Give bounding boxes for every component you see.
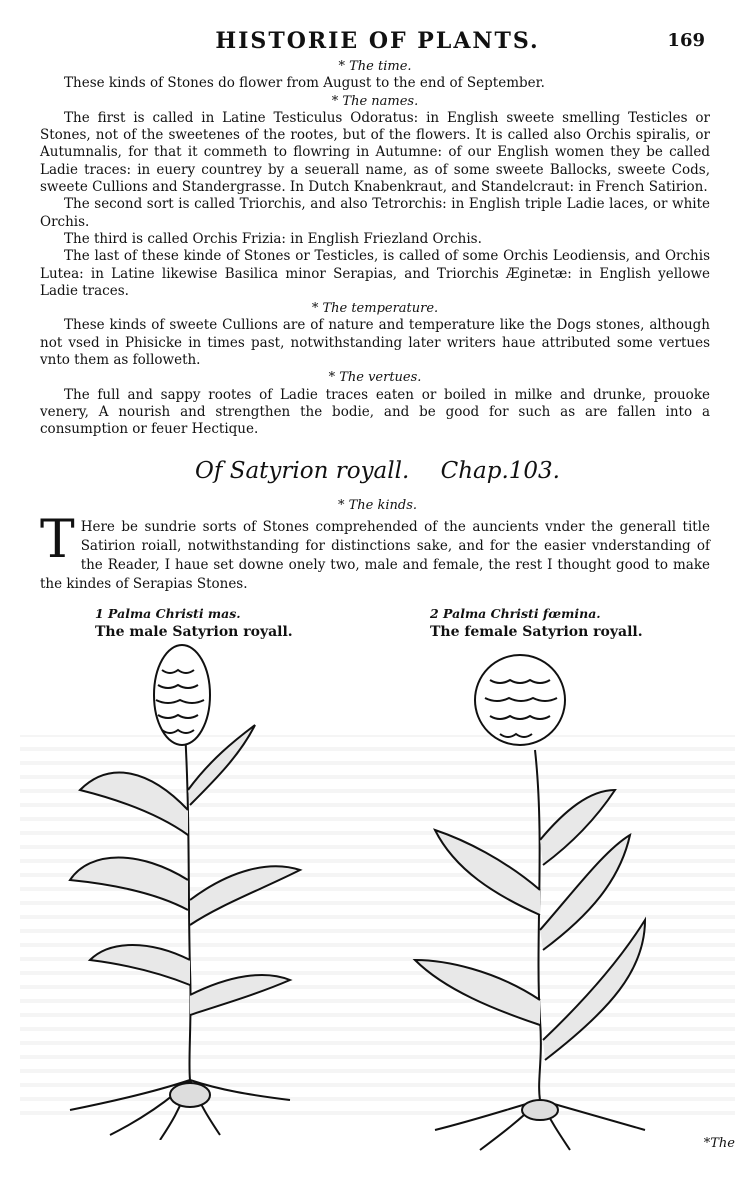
male-orchid-woodcut bbox=[50, 640, 320, 1140]
female-orchid-woodcut bbox=[395, 640, 665, 1155]
paragraph: These kinds of Stones do flower from August to the end of September. bbox=[64, 75, 545, 92]
figure-caption-male bbox=[95, 605, 293, 641]
paragraph: These kinds of sweete Cullions are of nature and temperature like the Dogs stones, although not vsed in Phisicke in times past, notwithstanding later writers haue attributed some vertues vnto them as followeth. bbox=[40, 317, 710, 369]
paragraph: The last of these kinde of Stones or Testicles, is called of some Orchis Leodiensis, and Orchis Lutea: in Latine likewise Basilica minor Serapias, and Triorchis Æginetæ: in English yellowe Ladie traces. bbox=[40, 248, 710, 299]
paragraph: The full and sappy rootes of Ladie traces eaten or boiled in milke and drunke, prouoke venery, A nourish and strengthen the bodie, and be good for such as are fallen into a consumption or feuer Hectique. bbox=[40, 386, 710, 438]
section-heading-vertues: * The vertues. bbox=[328, 370, 422, 386]
figure-caption-female bbox=[430, 605, 643, 641]
section-heading-kinds: * The kinds. bbox=[337, 498, 418, 513]
chapter-heading bbox=[0, 458, 755, 484]
paragraph: The third is called Orchis Frizia: in English Friezland Orchis. bbox=[64, 230, 482, 247]
paragraph: The first is called in Latine Testiculus Odoratus: in English sweete smelling Testicles or Stones, not of the sweetenes of the rootes, but of the flowers. It is called also Orchis spiralis, or Autumnalis, for that it commeth to flowring in Autumne: of our English women they be called Ladie traces: in euery countrey by a seuerall name, as of some sweete Ballocks, sweete Cods, sweete Cullions and Standergrasse. In Dutch Knabenkraut, and Standelcraut: in French Satirion. bbox=[40, 109, 710, 196]
paragraph: The second sort is called Triorchis, and also Tetrorchis: in English triple Ladie laces, or white Orchis. bbox=[40, 196, 710, 230]
kinds-text: Here be sundrie sorts of Stones comprehended of the auncients vnder the generall title Satirion roiall, notwithstanding for distinctions sake, and for the easier vnderstanding of the Reader, I haue set downe onely two, male and female, the rest I thought good to make the kindes of Serapias Stones. bbox=[40, 519, 710, 592]
body-text bbox=[40, 58, 710, 439]
section-heading-names: * The names. bbox=[331, 93, 419, 109]
figure-latin-name: 2 Palma Christi fœmina. bbox=[430, 606, 601, 621]
figure-latin-name: 1 Palma Christi mas. bbox=[95, 606, 241, 621]
running-title: HISTORIE OF PLANTS. bbox=[215, 28, 540, 54]
page-number: 169 bbox=[667, 30, 705, 51]
section-heading-temperature: * The temperature. bbox=[311, 301, 439, 317]
section-heading-time: * The time. bbox=[338, 59, 412, 74]
chapter-number: Chap.103. bbox=[440, 458, 560, 484]
figure-english-name: The female Satyrion royall. bbox=[430, 624, 643, 640]
catchword: *The bbox=[703, 1136, 735, 1151]
chapter-title: Of Satyrion royall. bbox=[195, 458, 410, 484]
figure-english-name: The male Satyrion royall. bbox=[95, 624, 293, 640]
page-header bbox=[0, 28, 755, 58]
drop-cap: T bbox=[40, 510, 75, 570]
kinds-paragraph bbox=[40, 510, 710, 594]
